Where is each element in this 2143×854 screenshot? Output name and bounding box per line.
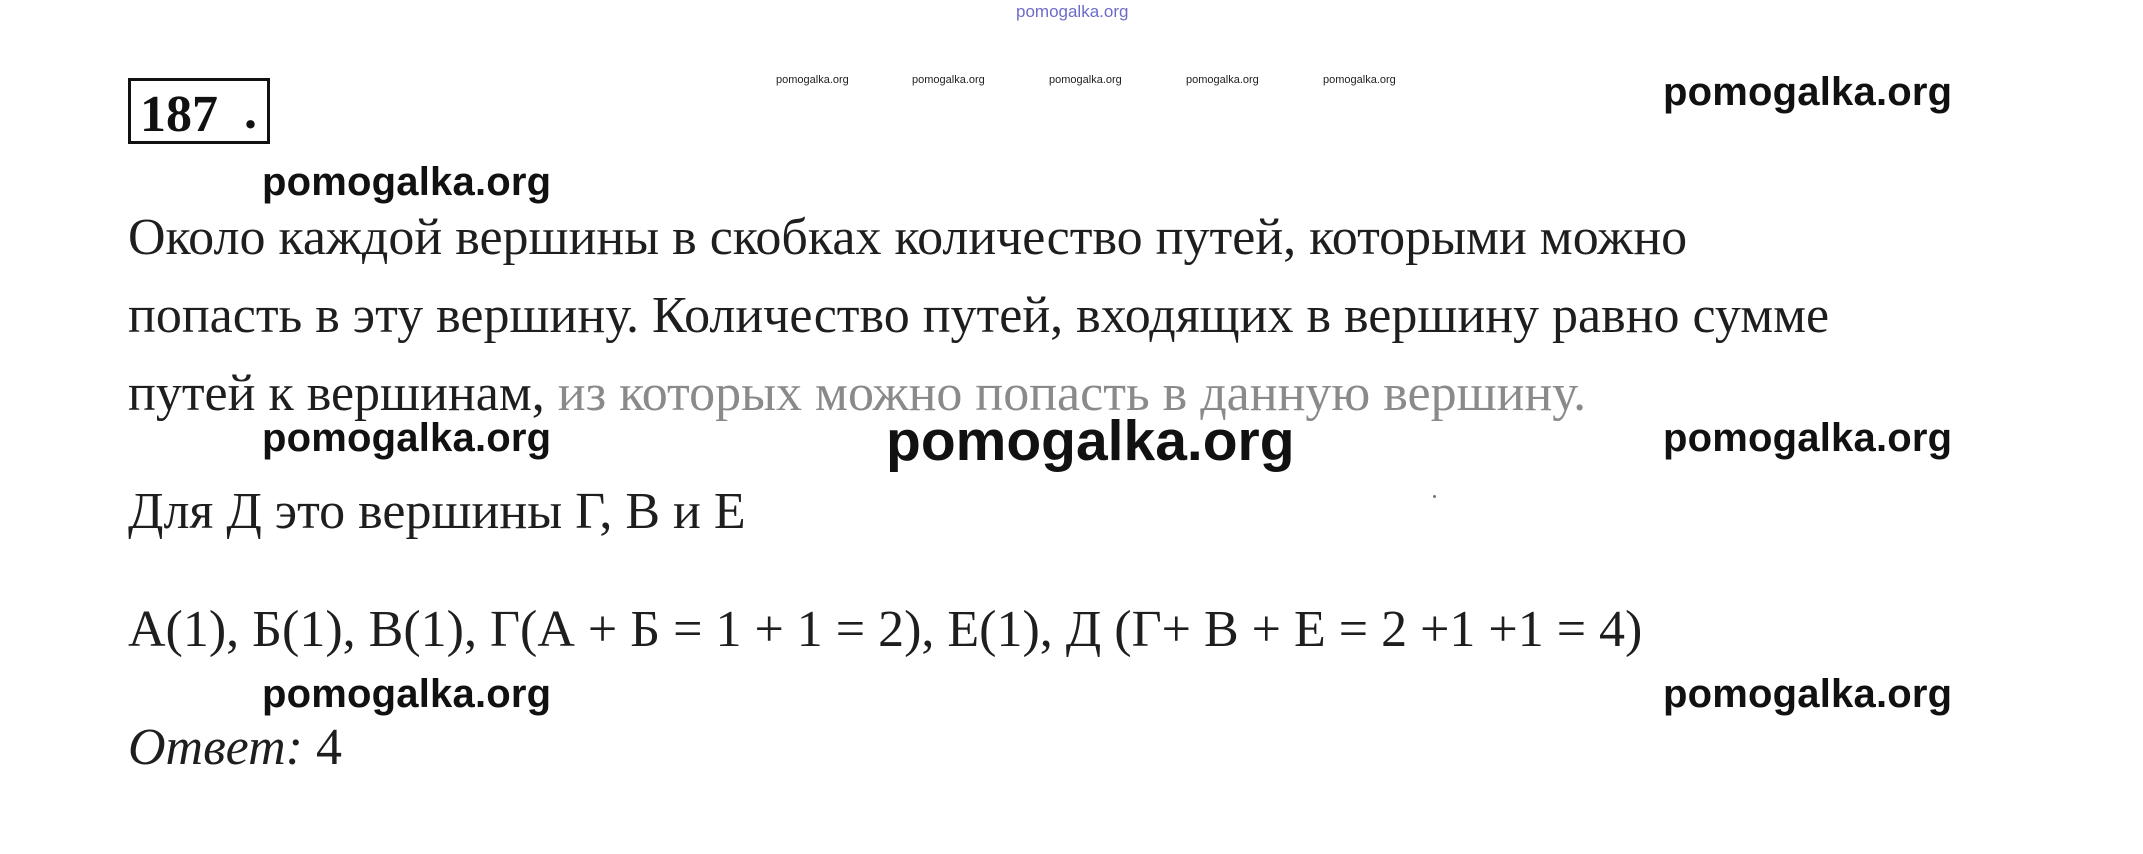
watermark-top: pomogalka.org <box>1016 2 1129 21</box>
watermark-medium-5: pomogalka.org <box>262 672 552 716</box>
paragraph-line-1: Около каждой вершины в скобках количество путей, которыми можно <box>128 209 1688 266</box>
watermark-medium-1: pomogalka.org <box>1663 70 1953 114</box>
watermark-small-3: pomogalka.org <box>1049 74 1122 86</box>
watermark-small-5: pomogalka.org <box>1323 74 1396 86</box>
problem-number: 187 <box>140 86 218 143</box>
paragraph-line-2: попасть в эту вершину. Количество путей, входящих в вершину равно сумме <box>128 287 1830 344</box>
watermark-small-1: pomogalka.org <box>776 74 849 86</box>
formula-line: А(1), Б(1), В(1), Г(А + Б = 1 + 1 = 2), Е(1), Д (Г+ В + Е = 2 +1 +1 = 4) <box>128 601 1643 658</box>
paragraph-line-3 <box>128 364 1586 423</box>
watermark-medium-3: pomogalka.org <box>262 416 552 460</box>
problem-number-period: . <box>244 83 257 140</box>
answer-label: Ответ: <box>128 719 303 776</box>
paragraph-line-3-start: путей к вершинам, <box>128 365 558 422</box>
watermark-medium-2: pomogalka.org <box>262 160 552 204</box>
watermark-small-2: pomogalka.org <box>912 74 985 86</box>
paragraph-line-3-faded: из которых можно попасть в данную вершину. <box>557 365 1587 422</box>
watermark-big: pomogalka.org <box>886 409 1295 473</box>
watermark-small-4: pomogalka.org <box>1186 74 1259 86</box>
answer-line <box>128 718 342 777</box>
speck <box>1433 495 1436 498</box>
answer-value: 4 <box>302 719 342 776</box>
watermark-medium-4: pomogalka.org <box>1663 416 1953 460</box>
watermark-medium-6: pomogalka.org <box>1663 672 1953 716</box>
note-line: Для Д это вершины Г, В и Е <box>128 483 746 540</box>
